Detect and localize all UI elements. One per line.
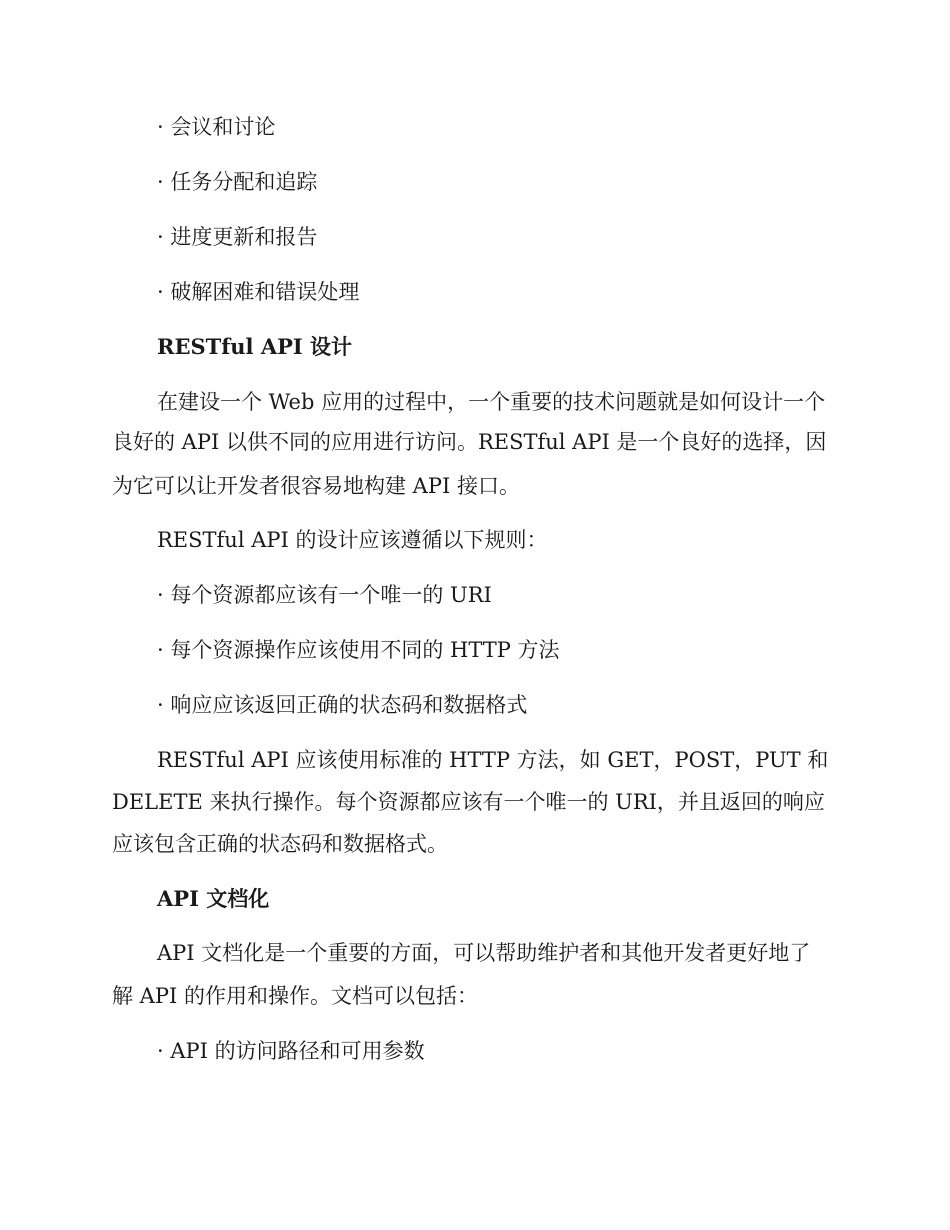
list-item: · 进度更新和报告 bbox=[157, 225, 318, 249]
paragraph-line: DELETE 来执行操作。每个资源都应该有一个唯一的 URI，并且返回的响应 bbox=[112, 790, 825, 814]
list-item: · 每个资源都应该有一个唯一的 URI bbox=[157, 583, 492, 607]
paragraph-line: 解 API 的作用和操作。文档可以包括： bbox=[112, 984, 478, 1008]
section-heading-api-docs: API 文档化 bbox=[157, 886, 270, 911]
paragraph-line: RESTful API 的设计应该遵循以下规则： bbox=[157, 528, 548, 552]
list-item: · 每个资源操作应该使用不同的 HTTP 方法 bbox=[157, 638, 560, 662]
paragraph-line: 在建设一个 Web 应用的过程中，一个重要的技术问题就是如何设计一个 bbox=[157, 390, 826, 414]
paragraph-line: 为它可以让开发者很容易地构建 API 接口。 bbox=[112, 474, 520, 498]
section-heading-restful: RESTful API 设计 bbox=[157, 334, 353, 359]
list-item: · 破解困难和错误处理 bbox=[157, 280, 360, 304]
paragraph-line: 应该包含正确的状态码和数据格式。 bbox=[112, 832, 448, 856]
paragraph-line: RESTful API 应该使用标准的 HTTP 方法，如 GET，POST，PUT 和 bbox=[157, 748, 829, 772]
paragraph-line: API 文档化是一个重要的方面，可以帮助维护者和其他开发者更好地了 bbox=[157, 941, 811, 965]
list-item: · API 的访问路径和可用参数 bbox=[157, 1039, 425, 1063]
list-item: · 任务分配和追踪 bbox=[157, 170, 318, 194]
list-item: · 响应应该返回正确的状态码和数据格式 bbox=[157, 693, 528, 717]
paragraph-line: 良好的 API 以供不同的应用进行访问。RESTful API 是一个良好的选择，因 bbox=[112, 430, 827, 454]
list-item: · 会议和讨论 bbox=[157, 115, 276, 139]
